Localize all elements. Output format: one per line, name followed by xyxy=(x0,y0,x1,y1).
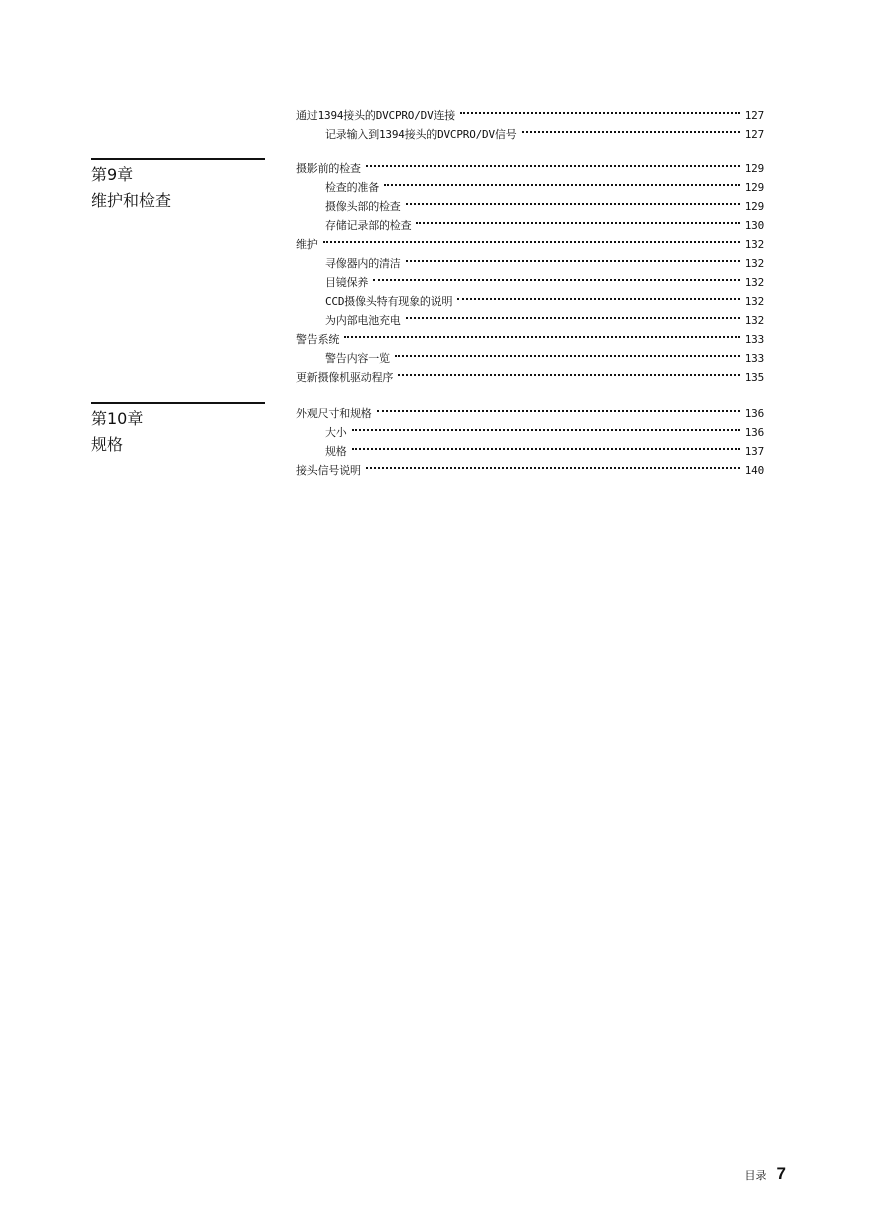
footer-page-number: 7 xyxy=(776,1164,786,1183)
toc-entry[interactable] xyxy=(296,398,764,420)
toc-entry-title: 外观尺寸和规格 xyxy=(296,407,372,420)
toc-dot-leader xyxy=(382,172,742,191)
toc-dot-leader xyxy=(396,362,742,381)
toc-dot-leader xyxy=(350,436,742,455)
toc-entry-title: CCD摄像头特有现象的说明 xyxy=(325,295,453,308)
toc-dot-leader xyxy=(342,324,742,343)
toc-entry[interactable] xyxy=(296,229,764,251)
toc-page-number: 127 xyxy=(744,128,764,141)
page-footer xyxy=(745,1164,786,1184)
toc-group-specifications xyxy=(296,398,764,477)
toc-dot-leader xyxy=(458,100,742,119)
toc-entry-title: 检查的准备 xyxy=(325,181,379,194)
toc-dot-leader xyxy=(321,229,742,248)
toc-page-number: 129 xyxy=(744,162,764,175)
toc-entry-title: 警告系统 xyxy=(296,333,340,346)
toc-page-number: 132 xyxy=(744,238,764,251)
toc-page-number: 129 xyxy=(744,181,764,194)
toc-dot-leader xyxy=(350,417,742,436)
toc-page-number: 135 xyxy=(744,371,764,384)
toc-dot-leader xyxy=(364,153,742,172)
chapter-10-heading xyxy=(91,402,265,456)
toc-dot-leader xyxy=(520,119,742,138)
toc-page-number: 129 xyxy=(744,200,764,213)
chapter-number: 第10章 xyxy=(91,409,144,428)
chapter-9-heading xyxy=(91,158,265,212)
toc-page-number: 133 xyxy=(744,333,764,346)
toc-dot-leader xyxy=(404,248,742,267)
toc-page-number: 132 xyxy=(744,314,764,327)
toc-page-number: 132 xyxy=(744,276,764,289)
toc-entry[interactable] xyxy=(296,455,764,477)
toc-entry-title: 维护 xyxy=(296,238,318,251)
toc-page-number: 132 xyxy=(744,295,764,308)
toc-entry-title: 规格 xyxy=(325,445,347,458)
toc-page-number: 133 xyxy=(744,352,764,365)
chapter-number: 第9章 xyxy=(91,165,134,184)
toc-dot-leader xyxy=(393,343,742,362)
toc-dot-leader xyxy=(455,286,741,305)
toc-page-number: 136 xyxy=(744,426,764,439)
toc-entry[interactable] xyxy=(296,100,764,122)
chapter-title: 维护和检查 xyxy=(91,191,172,210)
toc-entry-title: 更新摄像机驱动程序 xyxy=(296,371,394,384)
toc-dot-leader xyxy=(371,267,742,286)
toc-entry-title: 摄像头部的检查 xyxy=(325,200,401,213)
toc-entry-title: 通过1394接头的DVCPRO/DV连接 xyxy=(296,109,456,122)
toc-entry-title: 摄影前的检查 xyxy=(296,162,361,175)
toc-subentry[interactable] xyxy=(296,343,764,365)
toc-page-number: 137 xyxy=(744,445,764,458)
toc-entry-title: 为内部电池充电 xyxy=(325,314,401,327)
toc-dot-leader xyxy=(414,210,741,229)
toc-entry[interactable] xyxy=(296,153,764,175)
toc-subentry[interactable] xyxy=(296,436,764,458)
toc-entry-title: 警告内容一览 xyxy=(325,352,390,365)
toc-entry-title: 大小 xyxy=(325,426,347,439)
toc-entry-title: 寻像器内的清洁 xyxy=(325,257,401,270)
toc-page-number: 132 xyxy=(744,257,764,270)
toc-group-maintenance xyxy=(296,153,764,384)
toc-entry-title: 记录输入到1394接头的DVCPRO/DV信号 xyxy=(325,128,517,141)
toc-subentry[interactable] xyxy=(296,248,764,270)
toc-dot-leader xyxy=(364,455,742,474)
toc-dot-leader xyxy=(375,398,742,417)
toc-page-number: 130 xyxy=(744,219,764,232)
toc-page-number: 127 xyxy=(744,109,764,122)
toc-entry-title: 存储记录部的检查 xyxy=(325,219,412,232)
toc-subentry[interactable] xyxy=(296,417,764,439)
toc-entry[interactable] xyxy=(296,324,764,346)
footer-section-label: 目录 xyxy=(744,1169,767,1182)
toc-subentry[interactable] xyxy=(296,172,764,194)
toc-entry-title: 接头信号说明 xyxy=(296,464,361,477)
chapter-title: 规格 xyxy=(91,435,124,454)
toc-entry-title: 目镜保养 xyxy=(325,276,369,289)
toc-dot-leader xyxy=(404,191,742,210)
toc-group-connection xyxy=(296,100,764,141)
toc-dot-leader xyxy=(404,305,742,324)
toc-page-number: 140 xyxy=(744,464,764,477)
toc-page-number: 136 xyxy=(744,407,764,420)
